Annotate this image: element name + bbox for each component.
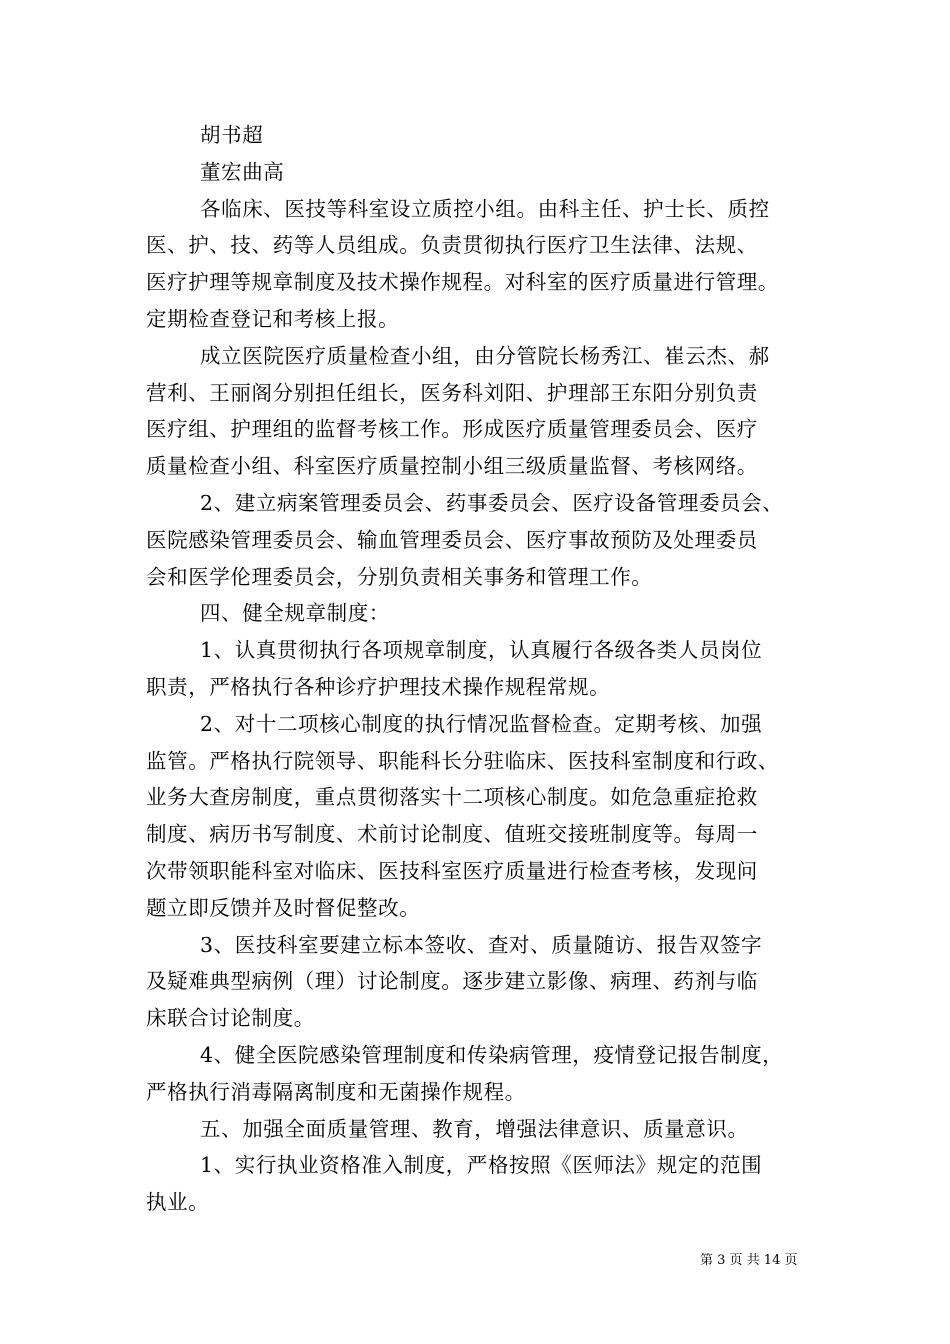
text-line: 各临床、医技等科室设立质控小组。由科主任、护士长、质控	[200, 196, 770, 221]
paragraph	[146, 632, 826, 706]
paragraph	[146, 191, 826, 338]
paragraph	[146, 1037, 826, 1111]
text-line: 执业。	[146, 1190, 210, 1215]
text-line: 次带领职能科室对临床、医技科室医疗质量进行检查考核，发现问	[146, 858, 758, 883]
paragraph	[146, 117, 826, 154]
text-line: 2、建立病案管理委员会、药事委员会、医疗设备管理委员会、	[200, 490, 784, 515]
text-line: 职责，严格执行各种诊疗护理技术操作规程常规。	[146, 674, 611, 699]
text-line: 1、认真贯彻执行各项规章制度，认真履行各级各类人员岗位	[200, 638, 763, 663]
text-line: 监管。严格执行院领导、职能科长分驻临床、医技科室制度和行政、	[146, 748, 779, 773]
paragraph	[146, 927, 826, 1037]
text-line: 医疗护理等规章制度及技术操作规程。对科室的医疗质量进行管理。	[146, 270, 779, 295]
text-line: 定期检查登记和考核上报。	[146, 306, 400, 331]
text-line: 医疗组、护理组的监督考核工作。形成医疗质量管理委员会、医疗	[146, 417, 758, 442]
text-line: 营利、王丽阁分别担任组长，医务科刘阳、护理部王东阳分别负责	[146, 380, 758, 405]
text-line: 医院感染管理委员会、输血管理委员会、医疗事故预防及处理委员	[146, 527, 758, 552]
text-line: 4、健全医院感染管理制度和传染病管理，疫情登记报告制度，	[200, 1042, 784, 1067]
document-body	[146, 117, 826, 1221]
paragraph	[146, 485, 826, 595]
paragraph	[146, 338, 826, 485]
text-line: 床联合讨论制度。	[146, 1006, 315, 1031]
text-line: 制度、病历书写制度、术前讨论制度、值班交接班制度等。每周一	[146, 822, 758, 847]
text-line: 及疑难典型病例（理）讨论制度。逐步建立影像、病理、药剂与临	[146, 969, 758, 994]
text-line: 3、医技科室要建立标本签收、查对、质量随访、报告双签字	[200, 932, 763, 957]
paragraph	[146, 595, 826, 632]
text-line: 业务大查房制度，重点贯彻落实十二项核心制度。如危急重症抢救	[146, 785, 758, 810]
text-line: 董宏曲高	[200, 159, 285, 184]
text-line: 会和医学伦理委员会，分别负责相关事务和管理工作。	[146, 564, 653, 589]
text-line: 严格执行消毒隔离制度和无菌操作规程。	[146, 1079, 526, 1104]
paragraph	[146, 1111, 826, 1148]
text-line: 五、加强全面质量管理、教育，增强法律意识、质量意识。	[200, 1116, 749, 1141]
text-line: 医、护、技、药等人员组成。负责贯彻执行医疗卫生法律、法规、	[146, 233, 758, 258]
text-line: 题立即反馈并及时督促整改。	[146, 895, 421, 920]
paragraph	[146, 154, 826, 191]
text-line: 成立医院医疗质量检查小组，由分管院长杨秀江、崔云杰、郝	[200, 343, 770, 368]
paragraph	[146, 706, 826, 927]
text-line: 四、健全规章制度：	[200, 601, 390, 626]
paragraph	[146, 1147, 826, 1221]
text-line: 2、对十二项核心制度的执行情况监督检查。定期考核、加强	[200, 711, 763, 736]
page-footer: 第 3 页 共 14 页	[700, 1253, 798, 1268]
text-line: 1、实行执业资格准入制度，严格按照《医师法》规定的范围	[200, 1153, 763, 1178]
text-line: 胡书超	[200, 123, 264, 147]
text-line: 质量检查小组、科室医疗质量控制小组三级质量监督、考核网络。	[146, 454, 758, 479]
